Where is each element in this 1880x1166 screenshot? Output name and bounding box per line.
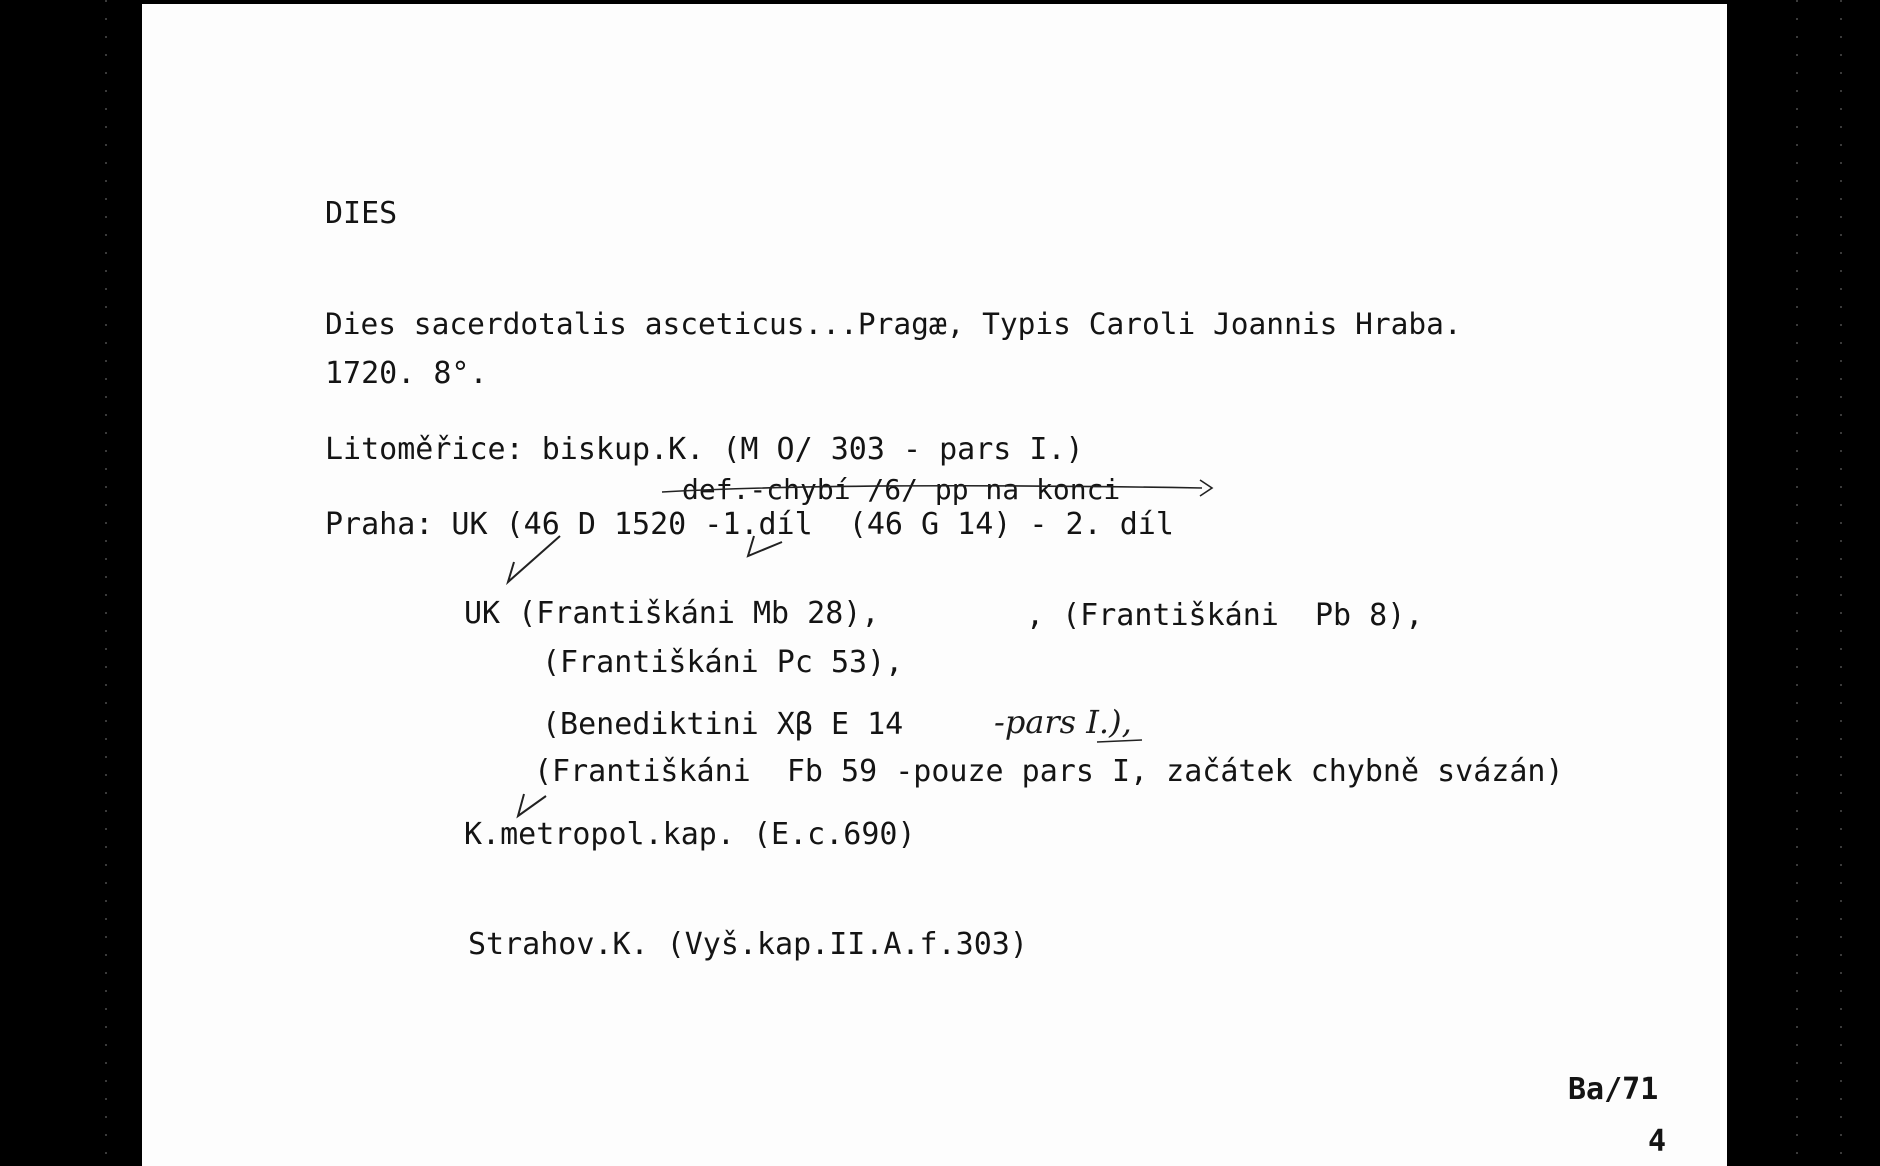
holding-uk-frantiskani-mb: UK (Františkáni Mb 28),: [464, 596, 880, 631]
left-film-edge: [105, 0, 107, 1166]
check-mark-praha-2: [748, 536, 782, 556]
right-film-edge-1: [1796, 0, 1798, 1166]
annotation-underline: [662, 486, 1202, 492]
check-mark-praha-1: [508, 536, 560, 582]
holding-strahov: Strahov.K. (Vyš.kap.II.A.f.303): [468, 927, 1028, 962]
title-line-1: Dies sacerdotalis asceticus...Pragæ, Typis Caroli Joannis Hraba.: [325, 307, 1462, 341]
benediktini-handwritten-note: -pars I.),: [994, 703, 1132, 741]
holding-frantiskani-pb: , (Františkáni Pb 8),: [1026, 598, 1424, 633]
holding-frantiskani-fb: (Františkáni Fb 59 -pouze pars I, začátek chybně svázán): [534, 754, 1564, 789]
title-line-2: 1720. 8°.: [325, 356, 488, 391]
catalog-card: [142, 4, 1727, 1166]
pars-underline: [1097, 740, 1142, 742]
card-signature: Ba/71: [1568, 1072, 1659, 1107]
praha-handwritten-annotation: def.-chybí /6/ pp na konci: [682, 473, 1121, 506]
holding-metropol: K.metropol.kap. (E.c.690): [464, 817, 916, 852]
check-mark-frantiskani-fb: [518, 794, 546, 816]
holding-benediktini: (Benediktini Xβ E 14: [542, 707, 904, 742]
card-heading: DIES: [325, 196, 398, 231]
card-page-number: 4: [1648, 1124, 1667, 1159]
right-film-edge-2: [1840, 0, 1842, 1166]
holding-frantiskani-pc: (Františkáni Pc 53),: [542, 645, 904, 680]
holding-litomerice: Litoměřice: biskup.K. (M O/ 303 - pars I.): [325, 432, 1084, 467]
holding-praha: Praha: UK (46 D 1520 -1.díl (46 G 14) - 2. díl: [325, 507, 1174, 542]
handwritten-pen-marks: [142, 4, 1727, 1166]
